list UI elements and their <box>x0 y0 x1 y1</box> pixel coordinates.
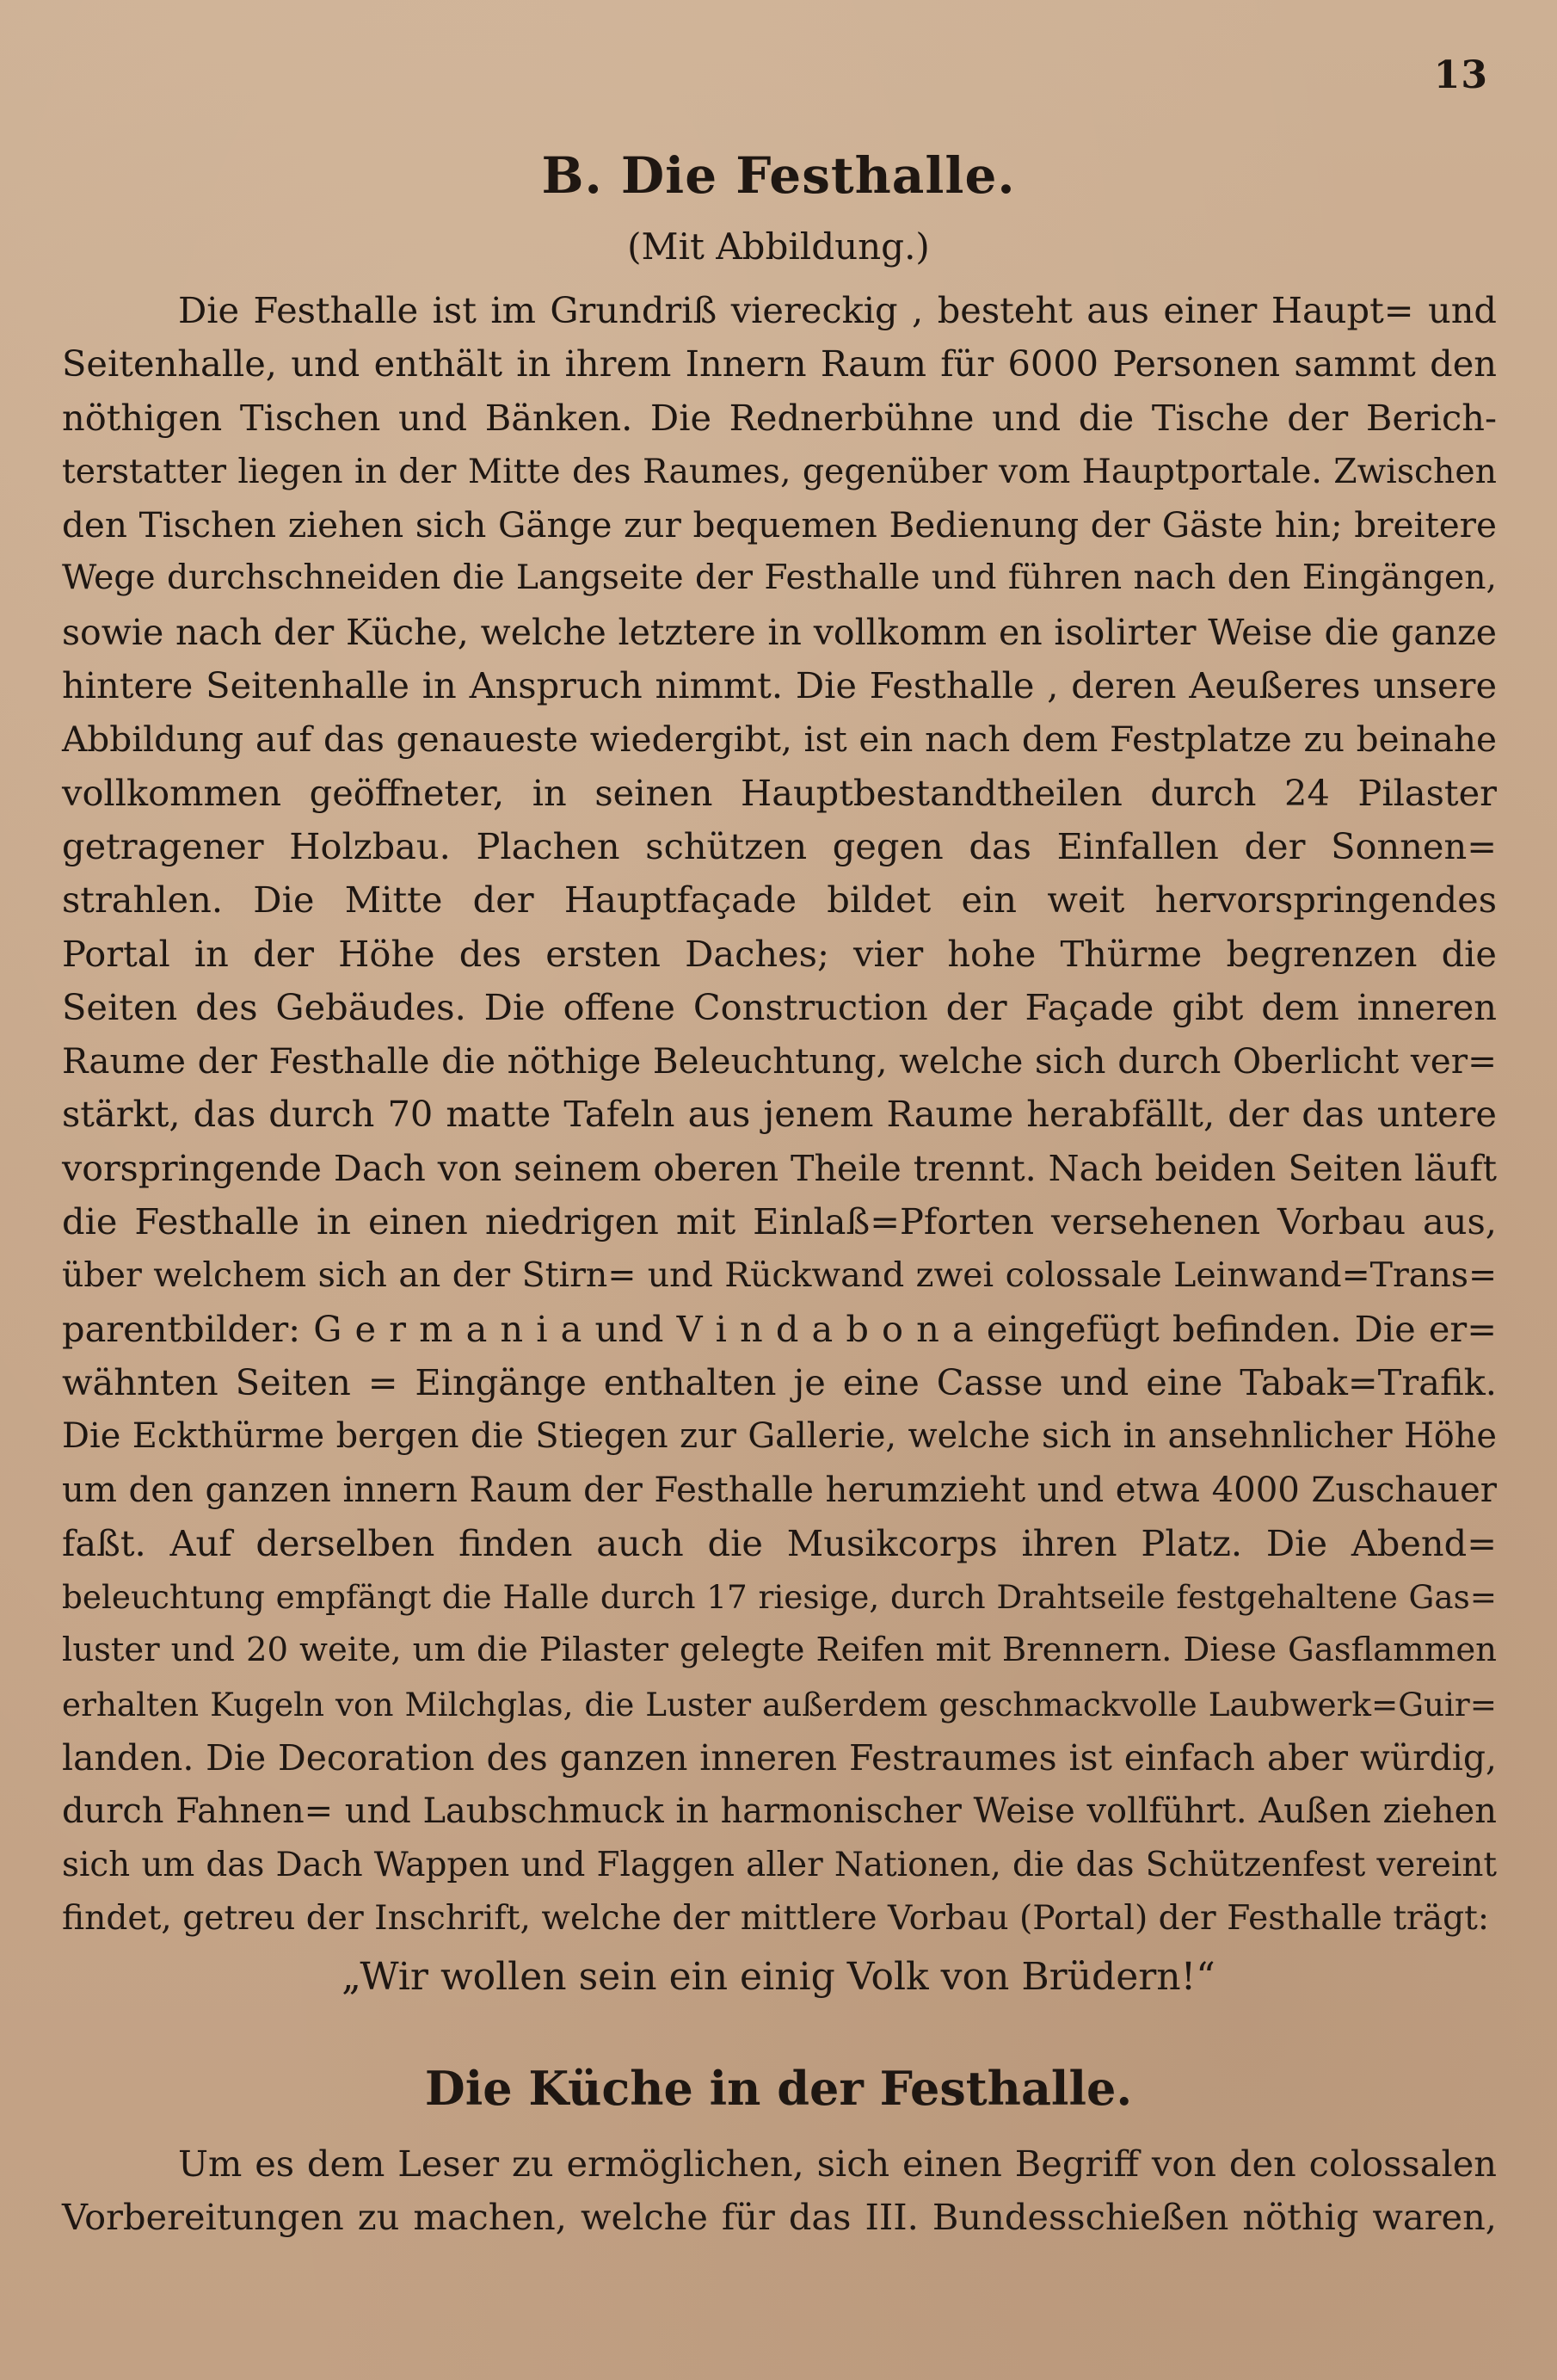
paragraph-festhalle <box>62 284 1497 1945</box>
text-line: getragener Holzbau. Plachen schützen gegen das Einfallen der Sonnen= <box>62 824 1497 867</box>
text-line: erhalten Kugeln von Milchglas, die Luster außerdem geschmackvolle Laubwerk=Guir= <box>62 1685 1497 1723</box>
text-line: nöthigen Tischen und Bänken. Die Rednerbühne und die Tische der Berich- <box>62 396 1497 439</box>
text-line: Seiten des Gebäudes. Die offene Construction der Façade gibt dem inneren <box>62 985 1497 1028</box>
text-line: die Festhalle in einen niedrigen mit Einlaß=Pforten versehenen Vorbau aus, <box>62 1200 1497 1243</box>
text-line: findet, getreu der Inschrift, welche der mittlere Vorbau (Portal) der Festhalle trägt: <box>62 1898 1490 1938</box>
section-subtitle: (Mit Abbildung.) <box>627 225 930 268</box>
section-heading-kueche: Die Küche in der Festhalle. <box>424 2061 1133 2116</box>
text-line: stärkt, das durch 70 matte Tafeln aus jenem Raume herabfällt, der das untere <box>62 1093 1497 1136</box>
text-line: vorspringende Dach von seinem oberen Theile trennt. Nach beiden Seiten läuft <box>62 1147 1497 1189</box>
text-line: durch Fahnen= und Laubschmuck in harmonischer Weise vollführt. Außen ziehen <box>62 1791 1497 1832</box>
text-line: landen. Die Decoration des ganzen inneren Festraumes ist einfach aber würdig, <box>62 1737 1497 1779</box>
text-line: Um es dem Leser zu ermöglichen, sich einen Begriff von den colossalen <box>178 2143 1497 2185</box>
text-line: wähnten Seiten = Eingänge enthalten je eine Casse und eine Tabak=Trafik. <box>62 1360 1497 1403</box>
section-title: B. Die Festhalle. <box>541 146 1016 205</box>
text-line: terstatter liegen in der Mitte des Raumes, gegenüber vom Hauptportale. Zwischen <box>62 451 1497 491</box>
text-line: Die Festhalle ist im Grundriß viereckig , besteht aus einer Haupt= und <box>178 289 1497 331</box>
text-line: sowie nach der Küche, welche letztere in vollkomm en isolirter Weise die ganze <box>62 611 1497 653</box>
text-line: Vorbereitungen zu machen, welche für das III. Bundesschießen nöthig waren, <box>62 2196 1497 2239</box>
text-line: hintere Seitenhalle in Anspruch nimmt. Die Festhalle , deren Aeußeres unsere <box>62 664 1497 707</box>
text-line: beleuchtung empfängt die Halle durch 17 riesige, durch Drahtseile festgehaltene Gas= <box>62 1578 1497 1617</box>
text-line: parentbilder: G e r m a n i a und V i n d a b o n a eingefügt befinden. Die er= <box>62 1307 1497 1350</box>
text-line: um den ganzen innern Raum der Festhalle herumzieht und etwa 4000 Zuschauer <box>62 1470 1497 1510</box>
page-number: 13 <box>1433 53 1488 97</box>
text-line: Die Eckthürme bergen die Stiegen zur Gallerie, welche sich in ansehnlicher Höhe <box>62 1416 1497 1457</box>
inscription-quote: „Wir wollen sein ein einig Volk von Brüdern!“ <box>342 1955 1215 1999</box>
text-line: Wege durchschneiden die Langseite der Festhalle und führen nach den Eingängen, <box>62 558 1497 598</box>
text-line: den Tischen ziehen sich Gänge zur bequemen Bedienung der Gäste hin; breitere <box>62 504 1497 546</box>
text-line: luster und 20 weite, um die Pilaster gelegte Reifen mit Brennern. Diese Gasflammen <box>62 1631 1497 1670</box>
text-line: über welchem sich an der Stirn= und Rückwand zwei colossale Leinwand=Trans= <box>62 1255 1497 1296</box>
text-line: vollkommen geöffneter, in seinen Hauptbestandtheilen durch 24 Pilaster <box>62 771 1497 814</box>
text-line: Abbildung auf das genaueste wiedergibt, ist ein nach dem Festplatze zu beinahe <box>62 718 1497 761</box>
paragraph-kueche <box>62 2137 1497 2245</box>
text-line: Portal in der Höhe des ersten Daches; vier hohe Thürme begrenzen die <box>62 932 1497 975</box>
text-line: strahlen. Die Mitte der Hauptfaçade bildet ein weit hervorspringendes <box>62 879 1497 922</box>
text-line: faßt. Auf derselben finden auch die Musikcorps ihren Platz. Die Abend= <box>62 1521 1497 1564</box>
text-line: Raume der Festhalle die nöthige Beleuchtung, welche sich durch Oberlicht ver= <box>62 1040 1497 1082</box>
text-line: Seitenhalle, und enthält in ihrem Innern Raum für 6000 Personen sammt den <box>62 342 1497 385</box>
text-line: sich um das Dach Wappen und Flaggen aller Nationen, die das Schützenfest vereint <box>62 1845 1497 1884</box>
